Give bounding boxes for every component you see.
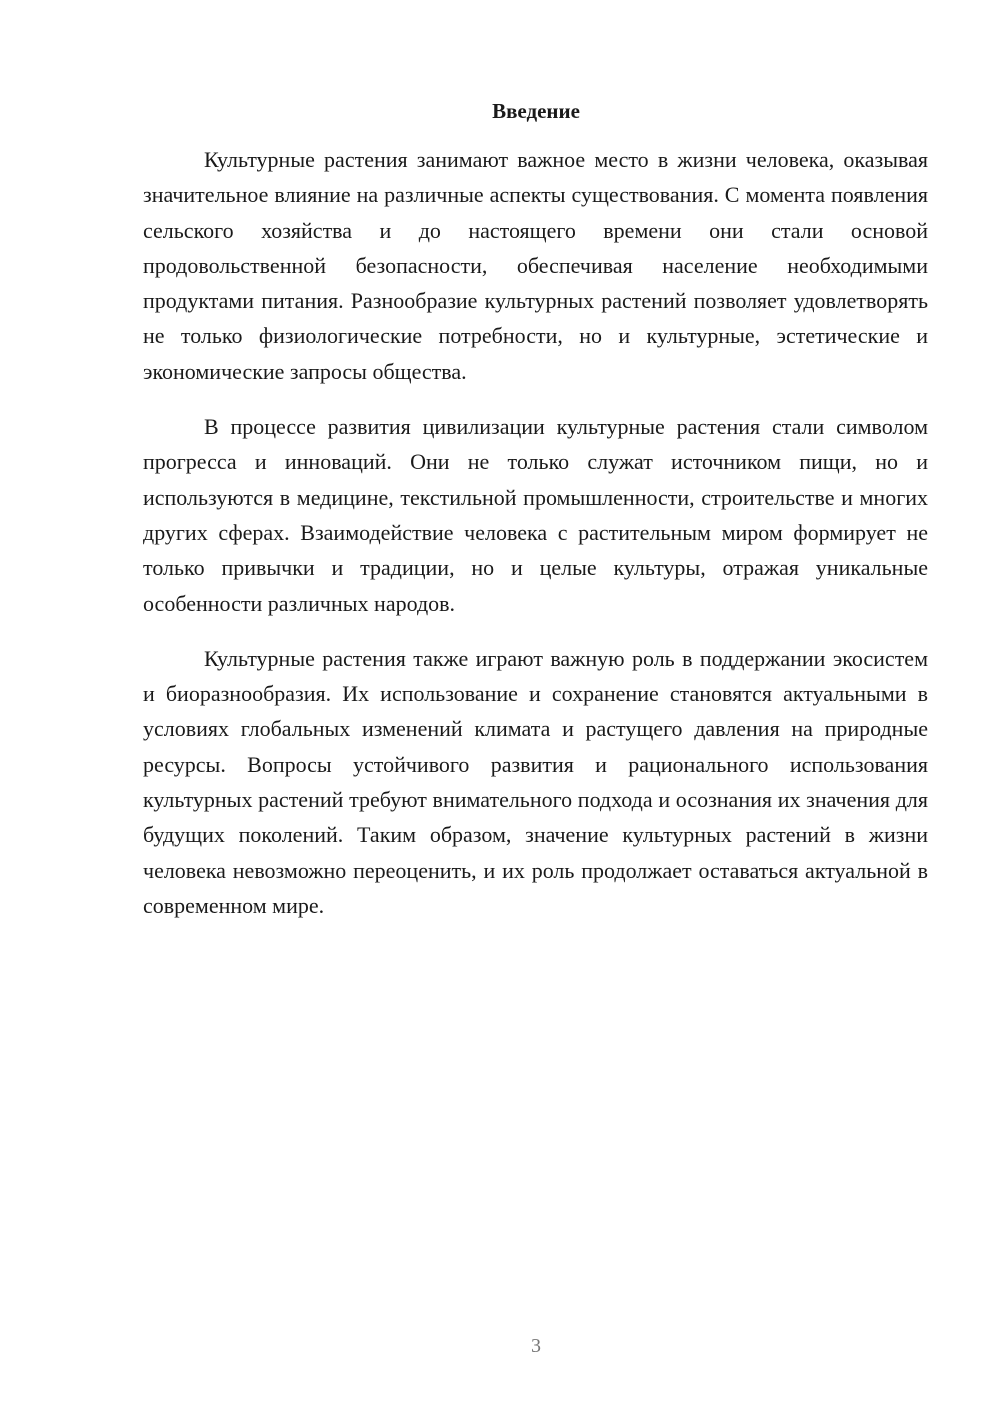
paragraph-2: В процессе развития цивилизации культурные растения стали символом прогресса и инноваций. Они не только служат источником пищи, но и используются в медицине, текстильной промышленности, строительстве и многих других сферах. Взаимодействие человека с растительным миром формирует не только привычки и традиции, но и целые культуры, отражая уникальные особенности различных народов.: [143, 414, 928, 616]
paragraph-1: Культурные растения занимают важное место в жизни человека, оказывая значительное влияние на различные аспекты существования. С момента появления сельского хозяйства и до настоящего времени они стали основой продовольственной безопасности, обеспечивая население необходимыми продуктами питания. Разнообразие культурных растений позволяет удовлетворять не только физиологические потребности, но и культурные, эстетические и экономические запросы общества.: [143, 147, 928, 384]
paragraph-3: Культурные растения также играют важную роль в поддержании экосистем и биоразнообразия. Их использование и сохранение становятся актуальными в условиях глобальных изменений климата и растущего давления на природные ресурсы. Вопросы устойчивого развития и рационального использования культурных растений требуют внимательного подхода и осознания их значения для будущих поколений. Таким образом, значение культурных растений в жизни человека невозможно переоценить, и их роль продолжает оставаться актуальной в современном мире.: [143, 645, 928, 918]
section-title: Введение: [492, 99, 580, 123]
page-number: 3: [531, 1335, 541, 1357]
body-text: [143, 142, 928, 943]
